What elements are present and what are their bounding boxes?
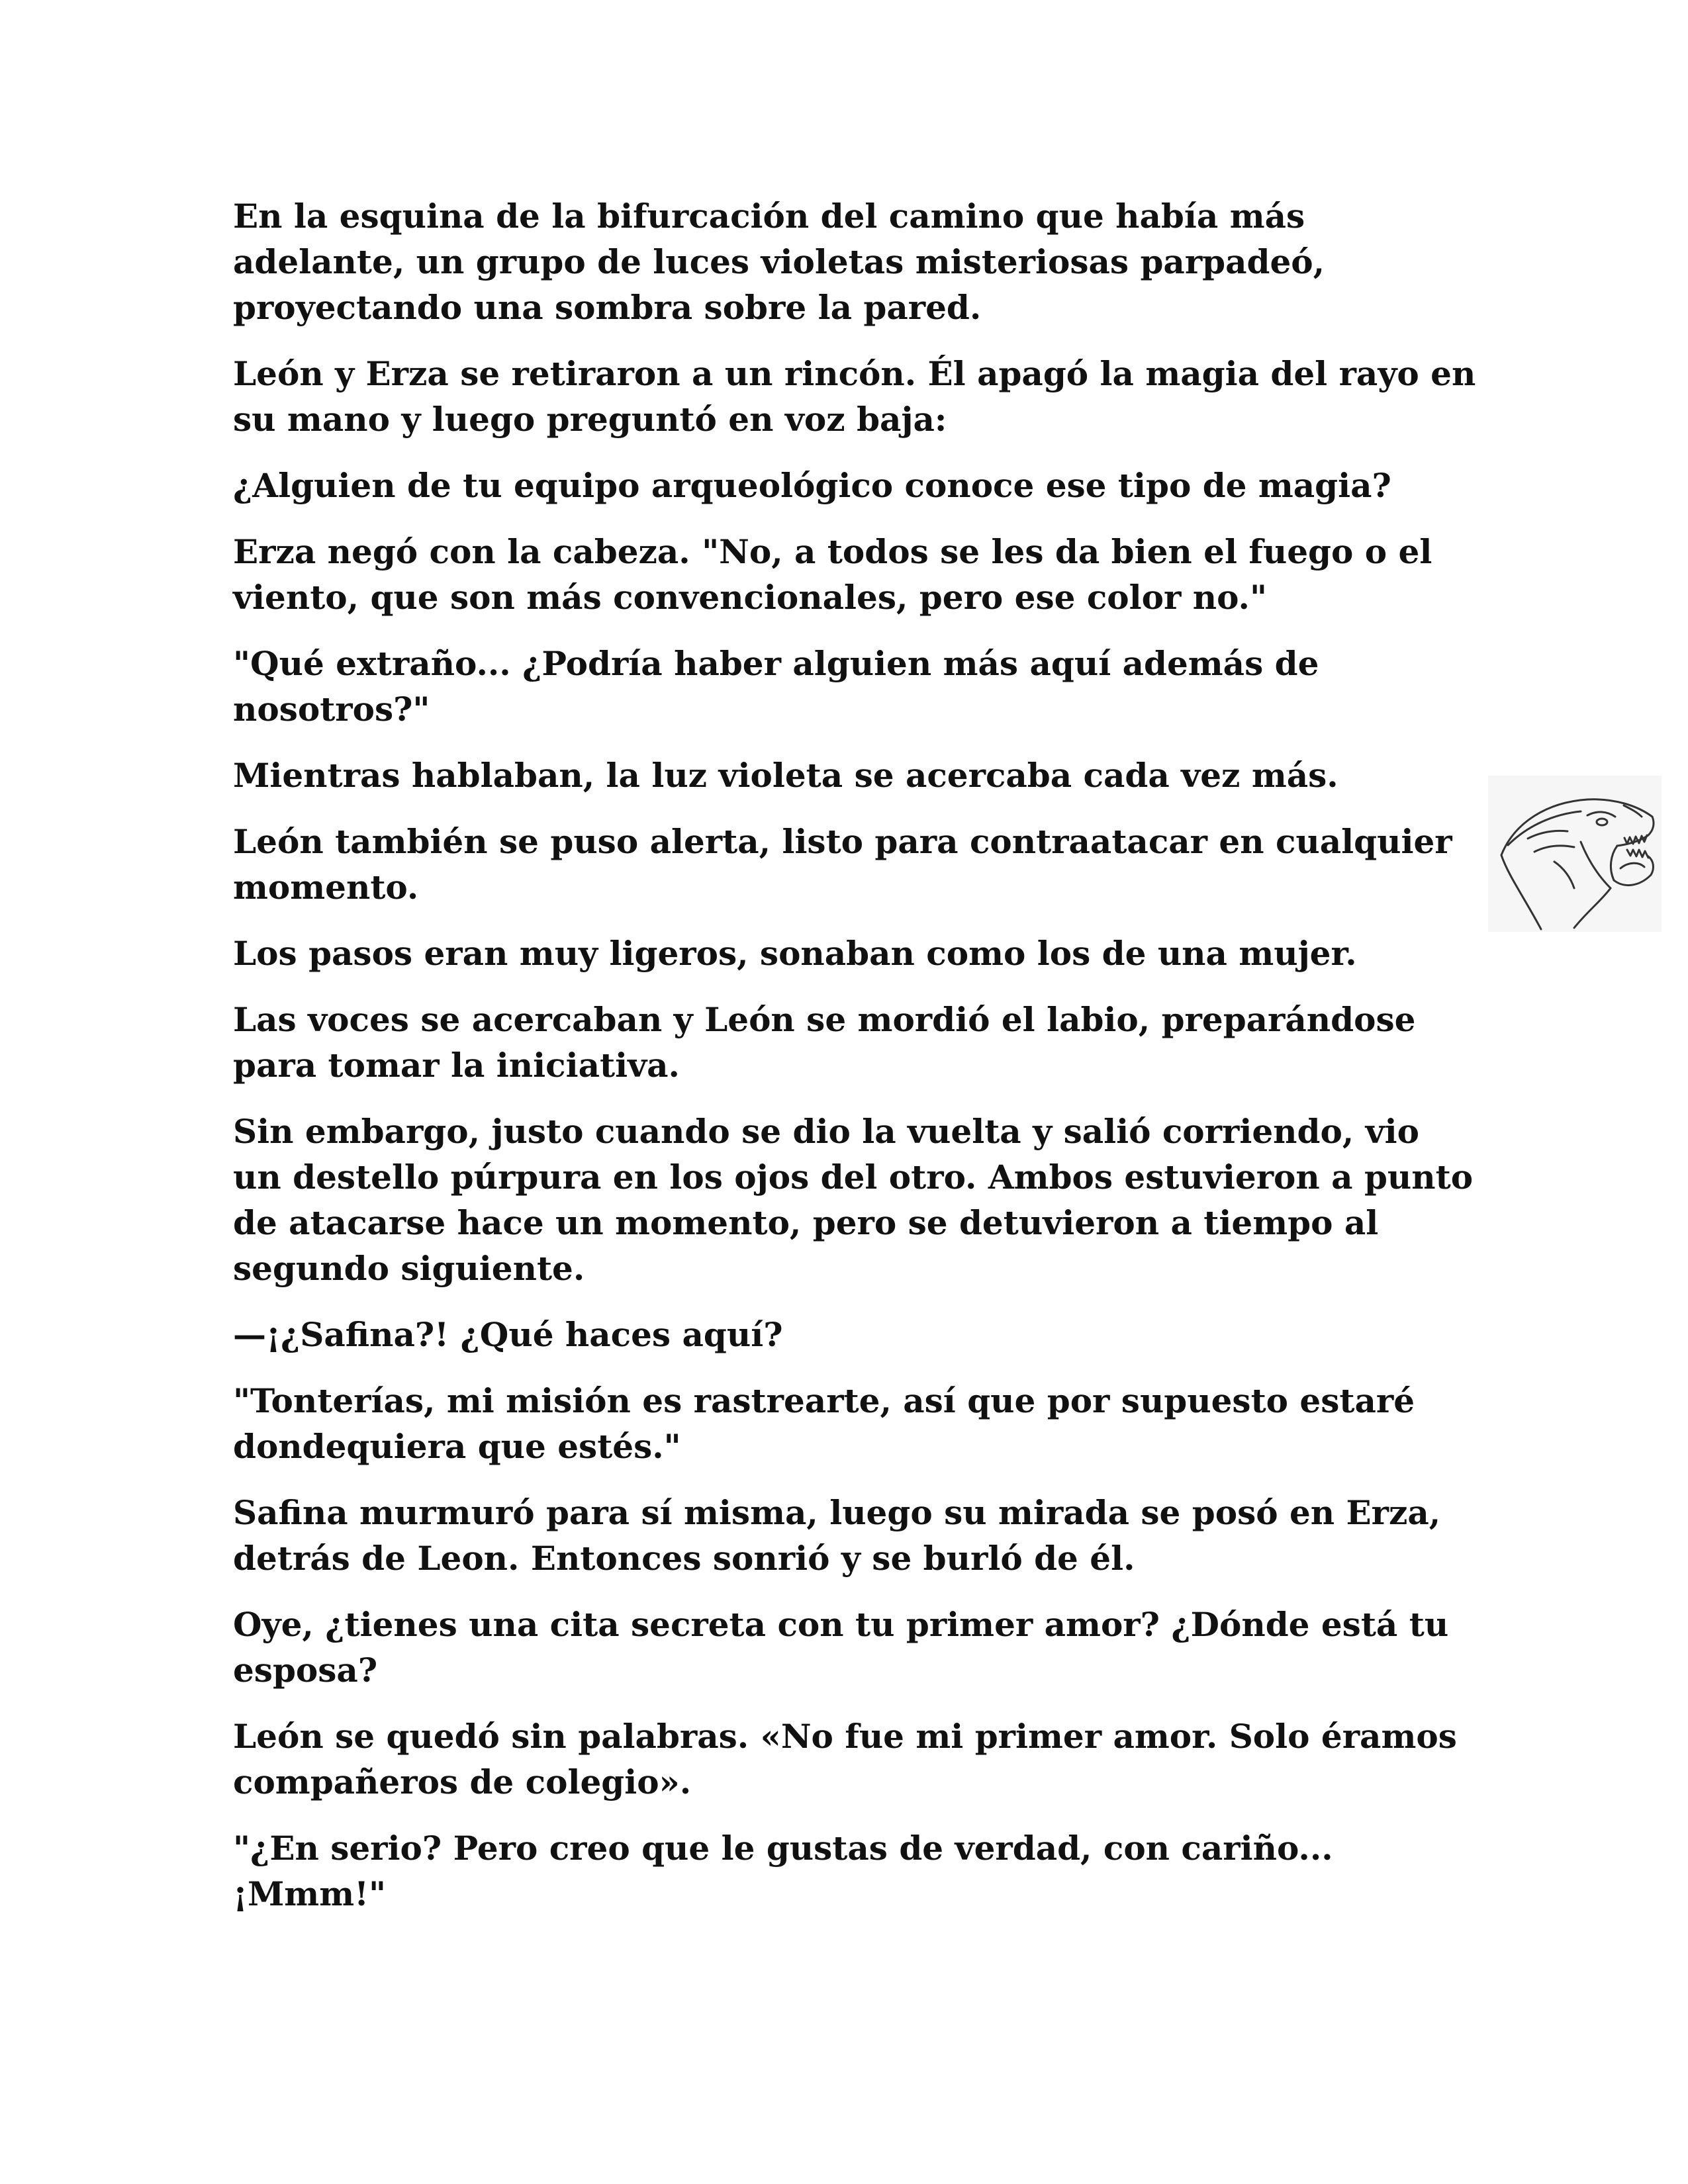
- dinosaur-sketch-logo: [1488, 776, 1662, 932]
- paragraph-14: Oye, ¿tienes una cita secreta con tu primer amor? ¿Dónde está tu esposa?: [233, 1605, 1449, 1690]
- paragraph-12: "Tonterías, mi misión es rastrearte, así que por supuesto estaré dondequiera que estés.": [233, 1381, 1415, 1466]
- paragraph-11: —¡¿Safina?! ¿Qué haces aquí?: [233, 1315, 783, 1354]
- paragraph-5: "Qué extraño... ¿Podría haber alguien más aquí además de nosotros?": [233, 644, 1319, 729]
- paragraph-4: Erza negó con la cabeza. "No, a todos se les da bien el fuego o el viento, que son más convencionales, pero ese color no.": [233, 532, 1432, 617]
- paragraph-7: León también se puso alerta, listo para contraatacar en cualquier momento.: [233, 822, 1452, 907]
- paragraph-3: ¿Alguien de tu equipo arqueológico conoce ese tipo de magia?: [233, 466, 1391, 505]
- paragraph-2: León y Erza se retiraron a un rincón. Él apagó la magia del rayo en su mano y luego preguntó en voz baja:: [233, 354, 1476, 439]
- dinosaur-head-icon: [1488, 776, 1662, 932]
- paragraph-15: León se quedó sin palabras. «No fue mi primer amor. Solo éramos compañeros de colegio».: [233, 1717, 1457, 1801]
- paragraph-8: Los pasos eran muy ligeros, sonaban como los de una mujer.: [233, 934, 1357, 973]
- paragraph-1: En la esquina de la bifurcación del camino que había más adelante, un grupo de luces violetas misteriosas parpadeó, proyectando una sombra sobre la pared.: [233, 197, 1325, 327]
- paragraph-16: "¿En serio? Pero creo que le gustas de verdad, con cariño... ¡Mmm!": [233, 1829, 1333, 1913]
- paragraph-6: Mientras hablaban, la luz violeta se acercaba cada vez más.: [233, 756, 1338, 795]
- paragraph-9: Las voces se acercaban y León se mordió el labio, preparándose para tomar la iniciativa.: [233, 1000, 1416, 1085]
- paragraph-10: Sin embargo, justo cuando se dio la vuelta y salió corriendo, vio un destello púrpura en los ojos del otro. Ambos estuvieron a punto de atacarse hace un momento, pero se detuvieron a tiempo al segundo siguiente.: [233, 1112, 1474, 1288]
- story-text: [233, 193, 1477, 1937]
- paragraph-13: Safina murmuró para sí misma, luego su mirada se posó en Erza, detrás de Leon. Entonces sonrió y se burló de él.: [233, 1493, 1441, 1578]
